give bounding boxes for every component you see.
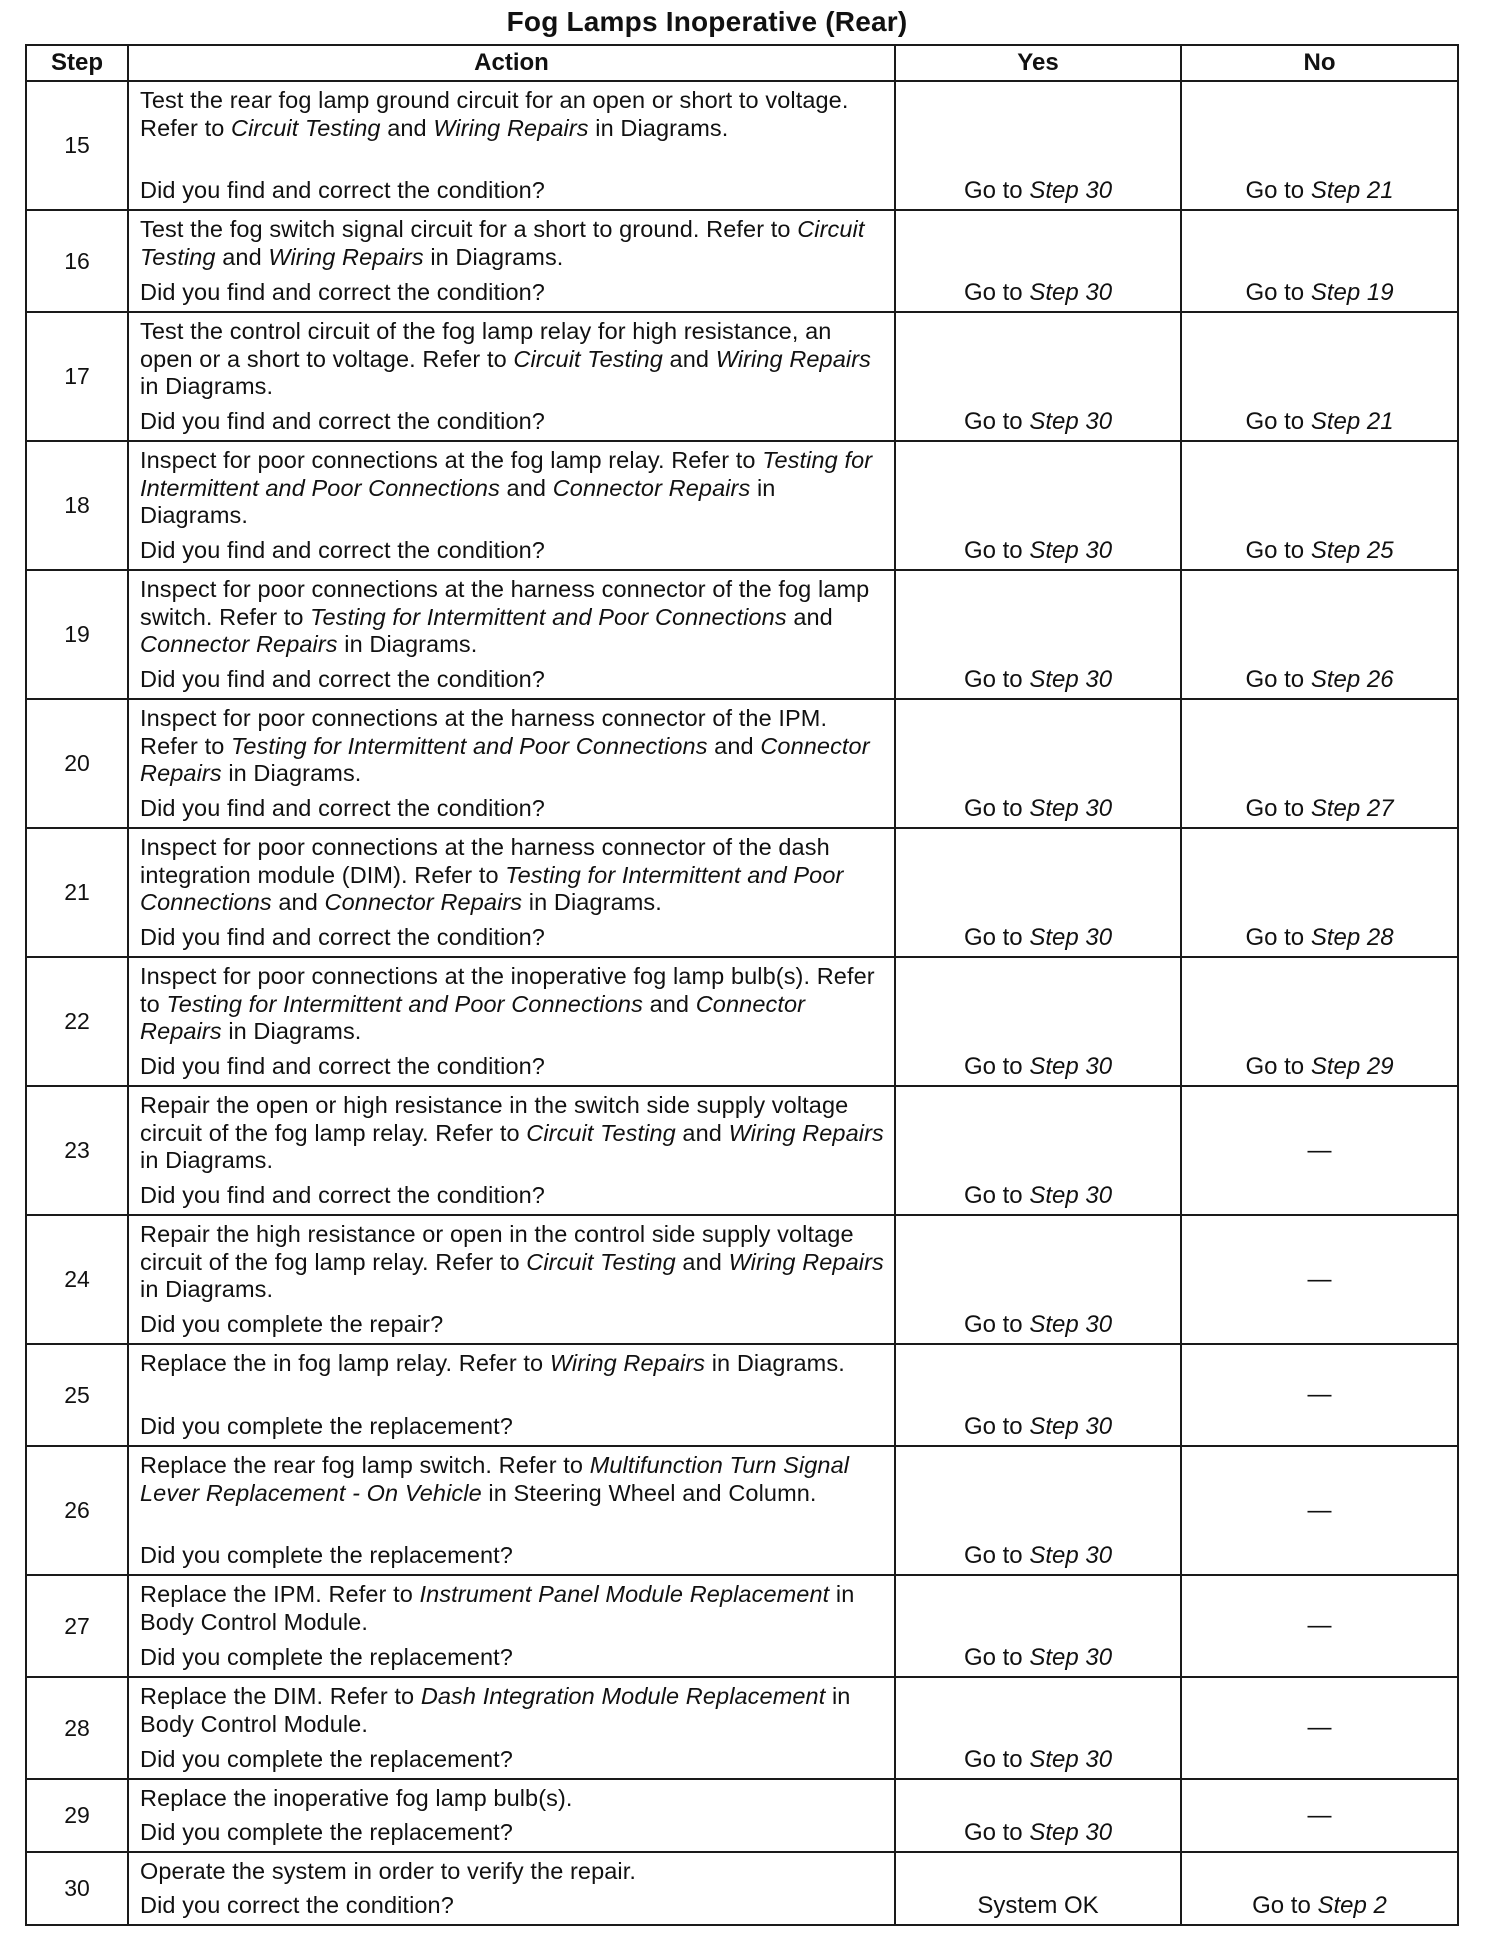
instruction-text: and <box>215 243 269 270</box>
instruction-text: and <box>271 889 325 916</box>
action-content <box>140 1785 886 1847</box>
action-instruction <box>140 1858 886 1886</box>
no-result-text: Go to <box>1245 1053 1311 1080</box>
instruction-text: Replace the DIM. Refer to <box>140 1683 421 1709</box>
instruction-text: Operate the system in order to verify the repair. <box>140 1858 637 1884</box>
yes-result-text: Go to <box>963 1311 1030 1338</box>
yes-result-text: Go to <box>963 537 1030 564</box>
yes-step-reference: Step 30 <box>1029 537 1113 564</box>
instruction-text: in Diagrams. <box>588 114 729 141</box>
yes-step-reference: Step 30 <box>1029 924 1113 951</box>
action-instruction <box>140 87 886 142</box>
no-step-reference: Step 21 <box>1310 177 1394 204</box>
no-result <box>1181 699 1458 828</box>
instruction-text: Repair the open or high resistance in the switch side supply voltage circuit of the fog lamp relay. Refer to <box>140 1092 849 1146</box>
yes-result-text: Go to <box>963 1182 1030 1209</box>
instruction-text: in Diagrams. <box>705 1350 845 1376</box>
instruction-text: Repair the high resistance or open in the control side supply voltage circuit of the fog lamp relay. Refer to <box>140 1221 854 1275</box>
table-row <box>26 1086 1458 1215</box>
reference-link: Circuit Testing <box>231 114 381 141</box>
no-result <box>1181 1575 1458 1677</box>
action-question: Did you find and correct the condition? <box>140 1053 545 1080</box>
action-content <box>140 834 886 952</box>
table-row <box>26 1677 1458 1779</box>
step-number: 30 <box>26 1852 128 1925</box>
action-content <box>140 576 886 694</box>
no-result <box>1181 1779 1458 1852</box>
table-row <box>26 1779 1458 1852</box>
reference-link: Circuit Testing <box>526 1248 676 1275</box>
action-instruction <box>140 963 886 1046</box>
yes-result-text: Go to <box>963 666 1030 693</box>
step-number: 22 <box>26 957 128 1086</box>
yes-result <box>895 1575 1181 1677</box>
action-cell <box>128 81 895 210</box>
action-content <box>140 705 886 823</box>
reference-link: Connector Repairs <box>552 474 751 501</box>
action-cell <box>128 570 895 699</box>
column-header-no: No <box>1181 45 1458 81</box>
action-question: Did you find and correct the condition? <box>140 795 545 822</box>
reference-link: Connector Repairs <box>140 631 338 658</box>
no-result-text: — <box>1307 1381 1332 1408</box>
step-number: 29 <box>26 1779 128 1852</box>
table-row <box>26 1575 1458 1677</box>
step-number: 27 <box>26 1575 128 1677</box>
no-step-reference: Step 21 <box>1310 408 1394 435</box>
instruction-text: in Body Control Module. <box>140 1581 855 1635</box>
yes-result-text: Go to <box>963 279 1030 306</box>
no-result-text: — <box>1307 1714 1332 1741</box>
action-cell <box>128 1215 895 1344</box>
action-instruction <box>140 1581 886 1636</box>
reference-link: Connector Repairs <box>140 732 870 787</box>
action-content <box>140 1858 886 1920</box>
reference-link: Wiring Repairs <box>549 1350 706 1376</box>
no-result <box>1181 1446 1458 1575</box>
yes-result-text: Go to <box>963 1542 1030 1569</box>
action-cell <box>128 1344 895 1446</box>
action-instruction <box>140 318 886 401</box>
action-question: Did you find and correct the condition? <box>140 408 545 435</box>
instruction-text: Inspect for poor connections at the harness connector of the dash integration module (DIM). Refer to <box>140 834 830 888</box>
no-result <box>1181 1086 1458 1215</box>
yes-step-reference: Step 30 <box>1029 795 1113 822</box>
reference-link: Testing for Intermittent and Poor Connections <box>231 732 708 759</box>
action-content <box>140 963 886 1081</box>
no-result-text: Go to <box>1245 924 1311 951</box>
instruction-text: in Diagrams. <box>140 373 274 400</box>
yes-step-reference: Step 30 <box>1029 666 1113 693</box>
yes-step-reference: Step 30 <box>1029 408 1113 435</box>
action-cell <box>128 1779 895 1852</box>
yes-result <box>895 1344 1181 1446</box>
yes-result <box>895 699 1181 828</box>
no-result-text: Go to <box>1245 177 1311 204</box>
no-result <box>1181 570 1458 699</box>
reference-link: Circuit Testing <box>513 345 663 372</box>
action-cell <box>128 828 895 957</box>
table-row <box>26 210 1458 312</box>
action-question: Did you find and correct the condition? <box>140 177 545 204</box>
reference-link: Testing for Intermittent and Poor Connections <box>310 603 787 630</box>
reference-link: Wiring Repairs <box>728 1248 884 1275</box>
no-step-reference: Step 29 <box>1310 1053 1394 1080</box>
step-number: 21 <box>26 828 128 957</box>
no-result-text: Go to <box>1245 408 1311 435</box>
action-question: Did you find and correct the condition? <box>140 924 545 951</box>
action-question: Did you complete the replacement? <box>140 1819 513 1846</box>
action-content <box>140 1221 886 1339</box>
step-number: 24 <box>26 1215 128 1344</box>
reference-link: Testing for Intermittent and Poor Connections <box>140 861 844 916</box>
action-instruction <box>140 1785 886 1813</box>
yes-result <box>895 312 1181 441</box>
action-instruction <box>140 1092 886 1175</box>
reference-link: Wiring Repairs <box>715 345 871 372</box>
step-number: 15 <box>26 81 128 210</box>
no-result-text: Go to <box>1245 537 1311 564</box>
action-question: Did you correct the condition? <box>140 1892 454 1919</box>
action-cell <box>128 1086 895 1215</box>
instruction-text: in Body Control Module. <box>140 1683 851 1737</box>
no-result <box>1181 1215 1458 1344</box>
no-result-text: — <box>1307 1265 1332 1293</box>
yes-step-reference: Step 30 <box>1029 1644 1113 1671</box>
instruction-text: Replace the rear fog lamp switch. Refer to <box>140 1452 590 1478</box>
instruction-text: in Diagrams. <box>423 243 564 270</box>
yes-result-text: Go to <box>963 1053 1030 1080</box>
no-result-text: Go to <box>1252 1892 1318 1919</box>
instruction-text: in Diagrams. <box>221 760 362 787</box>
page-title: Fog Lamps Inoperative (Rear) <box>506 6 908 37</box>
no-result <box>1181 957 1458 1086</box>
instruction-text: and <box>380 114 434 141</box>
table-row <box>26 570 1458 699</box>
instruction-text: Test the control circuit of the fog lamp relay for high resistance, an open or a short to voltage. Refer to <box>140 318 832 372</box>
action-content <box>140 216 886 307</box>
no-result-text: Go to <box>1245 666 1311 693</box>
yes-result <box>895 81 1181 210</box>
yes-step-reference: Step 30 <box>1029 279 1113 306</box>
table-row <box>26 699 1458 828</box>
action-question: Did you find and correct the condition? <box>140 279 545 306</box>
action-instruction <box>140 1221 886 1304</box>
step-number: 28 <box>26 1677 128 1779</box>
no-result <box>1181 312 1458 441</box>
yes-step-reference: Step 30 <box>1029 1413 1113 1440</box>
action-question: Did you complete the replacement? <box>140 1542 513 1569</box>
table-row <box>26 441 1458 570</box>
no-result-text: — <box>1307 1801 1332 1829</box>
action-question: Did you find and correct the condition? <box>140 537 545 564</box>
reference-link: Multifunction Turn Signal Lever Replacement - On Vehicle <box>140 1452 850 1506</box>
instruction-text: Replace the in fog lamp relay. Refer to <box>140 1350 550 1376</box>
step-number: 16 <box>26 210 128 312</box>
no-result <box>1181 1344 1458 1446</box>
yes-step-reference: Step 30 <box>1029 1053 1113 1080</box>
table-row <box>26 1852 1458 1925</box>
yes-result-text: Go to <box>963 1413 1030 1440</box>
yes-result-text: Go to <box>963 1644 1030 1671</box>
instruction-text: in Diagrams. <box>140 1276 274 1303</box>
yes-result <box>895 210 1181 312</box>
yes-step-reference: Step 30 <box>1029 1542 1113 1569</box>
yes-result-text: Go to <box>963 924 1030 951</box>
action-question: Did you complete the repair? <box>140 1311 444 1338</box>
no-result-text: — <box>1307 1612 1332 1639</box>
column-header-step: Step <box>26 45 128 81</box>
table-row <box>26 1344 1458 1446</box>
yes-result <box>895 828 1181 957</box>
action-cell <box>128 210 895 312</box>
no-result-text: — <box>1307 1136 1332 1164</box>
instruction-text: Replace the inoperative fog lamp bulb(s). <box>140 1785 573 1811</box>
yes-result <box>895 570 1181 699</box>
instruction-text: and <box>786 603 833 630</box>
instruction-text: in Diagrams. <box>221 1018 362 1045</box>
no-result <box>1181 210 1458 312</box>
instruction-text: in Steering Wheel and Column. <box>481 1479 817 1506</box>
yes-step-reference: Step 30 <box>1029 1746 1113 1773</box>
instruction-text: and <box>499 474 553 501</box>
action-content <box>140 1452 886 1570</box>
no-step-reference: Step 26 <box>1310 666 1394 693</box>
instruction-text: in Diagrams. <box>522 889 662 916</box>
instruction-text: Test the rear fog lamp ground circuit for an open or short to voltage. Refer to <box>140 87 849 141</box>
instruction-text: and <box>662 345 716 372</box>
reference-link: Wiring Repairs <box>433 114 589 141</box>
no-step-reference: Step 28 <box>1310 924 1394 951</box>
instruction-text: Inspect for poor connections at the inoperative fog lamp bulb(s). Refer to <box>140 963 875 1017</box>
reference-link: Wiring Repairs <box>268 243 424 270</box>
action-instruction <box>140 1350 886 1378</box>
step-number: 20 <box>26 699 128 828</box>
no-step-reference: Step 2 <box>1317 1892 1387 1919</box>
action-content <box>140 87 886 205</box>
reference-link: Testing for Intermittent and Poor Connections <box>140 447 873 501</box>
yes-step-reference: Step 30 <box>1029 177 1113 204</box>
yes-result <box>895 1852 1181 1925</box>
instruction-text: Test the fog switch signal circuit for a short to ground. Refer to <box>140 216 798 242</box>
no-step-reference: Step 25 <box>1310 537 1394 564</box>
action-cell <box>128 1677 895 1779</box>
reference-link: Connector Repairs <box>140 990 806 1045</box>
yes-result-text: Go to <box>963 795 1030 822</box>
no-result <box>1181 441 1458 570</box>
action-cell <box>128 957 895 1086</box>
action-content <box>140 1092 886 1210</box>
column-header-action: Action <box>128 45 895 81</box>
reference-link: Wiring Repairs <box>728 1119 884 1146</box>
no-step-reference: Step 27 <box>1310 795 1394 822</box>
yes-step-reference: Step 30 <box>1029 1819 1113 1846</box>
diagnostic-table <box>25 44 1459 1926</box>
action-question: Did you find and correct the condition? <box>140 666 545 693</box>
action-instruction <box>140 576 886 659</box>
instruction-text: in Diagrams. <box>140 474 776 529</box>
step-number: 25 <box>26 1344 128 1446</box>
yes-result <box>895 1215 1181 1344</box>
table-row <box>26 828 1458 957</box>
reference-link: Circuit Testing <box>140 216 865 270</box>
step-number: 17 <box>26 312 128 441</box>
yes-result <box>895 1779 1181 1852</box>
yes-result-text: Go to <box>963 1819 1030 1846</box>
action-instruction <box>140 705 886 788</box>
yes-result-text: Go to <box>963 177 1030 204</box>
action-question: Did you find and correct the condition? <box>140 1182 545 1209</box>
instruction-text: Inspect for poor connections at the harness connector of the IPM. Refer to <box>140 705 828 759</box>
instruction-text: Replace the IPM. Refer to <box>140 1581 420 1607</box>
action-cell <box>128 441 895 570</box>
action-instruction <box>140 1452 886 1507</box>
action-content <box>140 1581 886 1672</box>
table-row <box>26 312 1458 441</box>
column-header-yes: Yes <box>895 45 1181 81</box>
no-result <box>1181 81 1458 210</box>
yes-result-text: System OK <box>977 1892 1099 1919</box>
yes-result <box>895 441 1181 570</box>
table-header-row <box>26 45 1458 81</box>
reference-link: Connector Repairs <box>324 889 523 916</box>
step-number: 19 <box>26 570 128 699</box>
action-content <box>140 1683 886 1774</box>
action-content <box>140 1350 886 1441</box>
action-cell <box>128 1446 895 1575</box>
action-cell <box>128 312 895 441</box>
action-cell <box>128 1575 895 1677</box>
yes-result <box>895 1677 1181 1779</box>
step-number: 18 <box>26 441 128 570</box>
no-step-reference: Step 19 <box>1310 279 1394 306</box>
yes-step-reference: Step 30 <box>1029 1311 1113 1338</box>
no-result-text: Go to <box>1245 279 1311 306</box>
table-row <box>26 1215 1458 1344</box>
no-result-text: Go to <box>1245 795 1311 822</box>
table-row <box>26 81 1458 210</box>
instruction-text: in Diagrams. <box>140 1147 274 1174</box>
reference-link: Dash Integration Module Replacement <box>420 1683 826 1709</box>
table-row <box>26 1446 1458 1575</box>
instruction-text: Inspect for poor connections at the fog lamp relay. Refer to <box>140 447 763 473</box>
reference-link: Circuit Testing <box>526 1119 676 1146</box>
action-question: Did you complete the replacement? <box>140 1644 513 1671</box>
yes-result-text: Go to <box>963 408 1030 435</box>
instruction-text: and <box>675 1248 729 1275</box>
reference-link: Testing for Intermittent and Poor Connections <box>166 990 643 1017</box>
reference-link: Instrument Panel Module Replacement <box>419 1581 830 1607</box>
action-instruction <box>140 447 886 530</box>
action-instruction <box>140 1683 886 1738</box>
action-instruction <box>140 834 886 917</box>
table-row <box>26 957 1458 1086</box>
action-cell <box>128 699 895 828</box>
no-result <box>1181 1852 1458 1925</box>
action-content <box>140 447 886 565</box>
action-content <box>140 318 886 436</box>
action-instruction <box>140 216 886 271</box>
action-question: Did you complete the replacement? <box>140 1413 513 1440</box>
yes-result <box>895 1086 1181 1215</box>
instruction-text: and <box>675 1119 729 1146</box>
instruction-text: in Diagrams. <box>337 631 478 658</box>
yes-result <box>895 957 1181 1086</box>
yes-result-text: Go to <box>963 1746 1030 1773</box>
step-number: 23 <box>26 1086 128 1215</box>
instruction-text: Inspect for poor connections at the harness connector of the fog lamp switch. Refer to <box>140 576 870 630</box>
yes-result <box>895 1446 1181 1575</box>
no-result <box>1181 828 1458 957</box>
no-result-text: — <box>1307 1496 1332 1524</box>
action-cell <box>128 1852 895 1925</box>
yes-step-reference: Step 30 <box>1029 1182 1113 1209</box>
step-number: 26 <box>26 1446 128 1575</box>
instruction-text: and <box>707 732 761 759</box>
action-question: Did you complete the replacement? <box>140 1746 513 1773</box>
instruction-text: and <box>642 990 696 1017</box>
no-result <box>1181 1677 1458 1779</box>
